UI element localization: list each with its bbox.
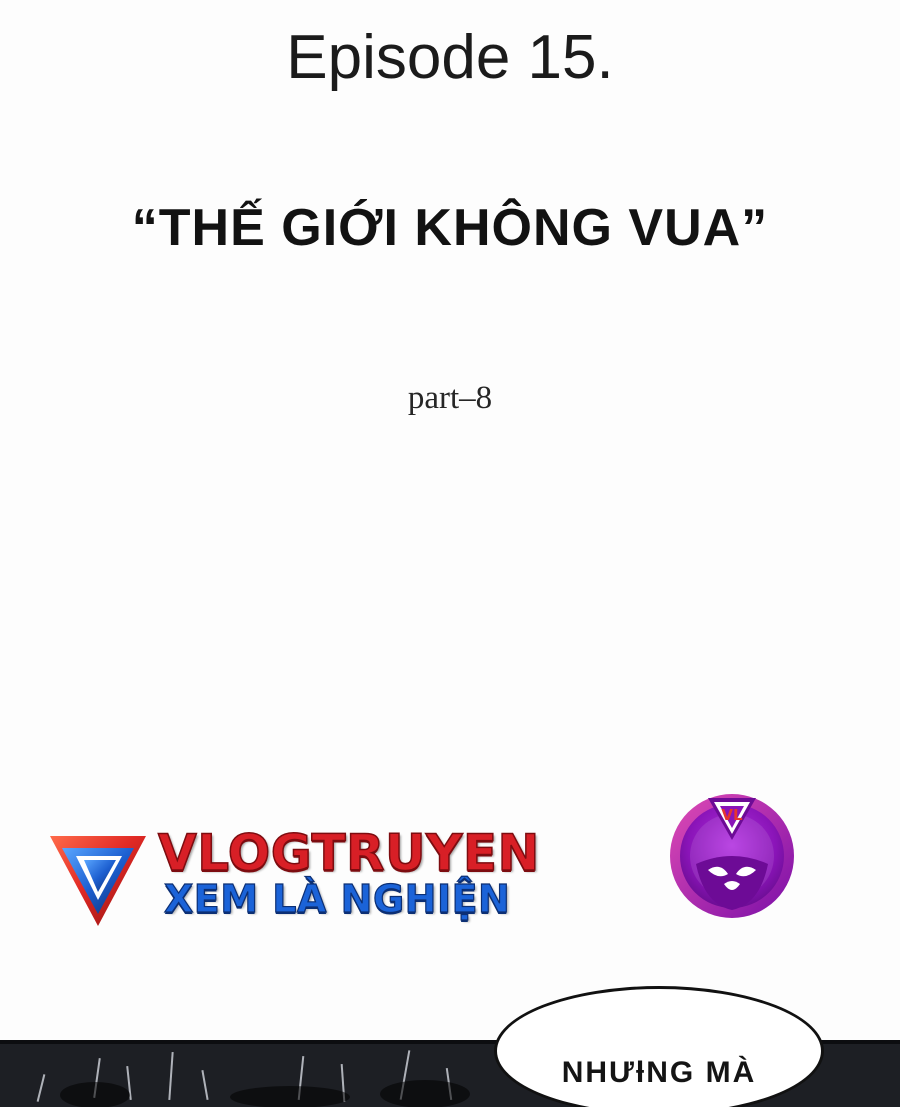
art-line	[37, 1074, 46, 1102]
art-line	[168, 1052, 173, 1100]
art-shadow	[60, 1082, 130, 1107]
mascot-logo-icon	[668, 792, 796, 920]
vlogtruyen-logo-icon	[46, 830, 150, 930]
vlogtruyen-main-text: VLOGTRUYEN	[158, 824, 540, 882]
art-line	[201, 1070, 208, 1100]
vlogtruyen-text-block	[158, 820, 538, 930]
svg-text:VL: VL	[721, 806, 743, 824]
art-shadow	[380, 1080, 470, 1107]
episode-title: Episode 15.	[286, 23, 614, 92]
art-shadow	[230, 1086, 350, 1107]
speech-bubble-text: NHƯƚNG MÀ	[561, 1056, 757, 1089]
vlogtruyen-sub-text: XEM LÀ NGHIỆN	[164, 877, 511, 921]
part-label: part–8	[407, 380, 493, 416]
chapter-title: “THẾ GIỚI KHÔNG VUA”	[131, 199, 769, 257]
vlogtruyen-watermark	[46, 820, 540, 940]
